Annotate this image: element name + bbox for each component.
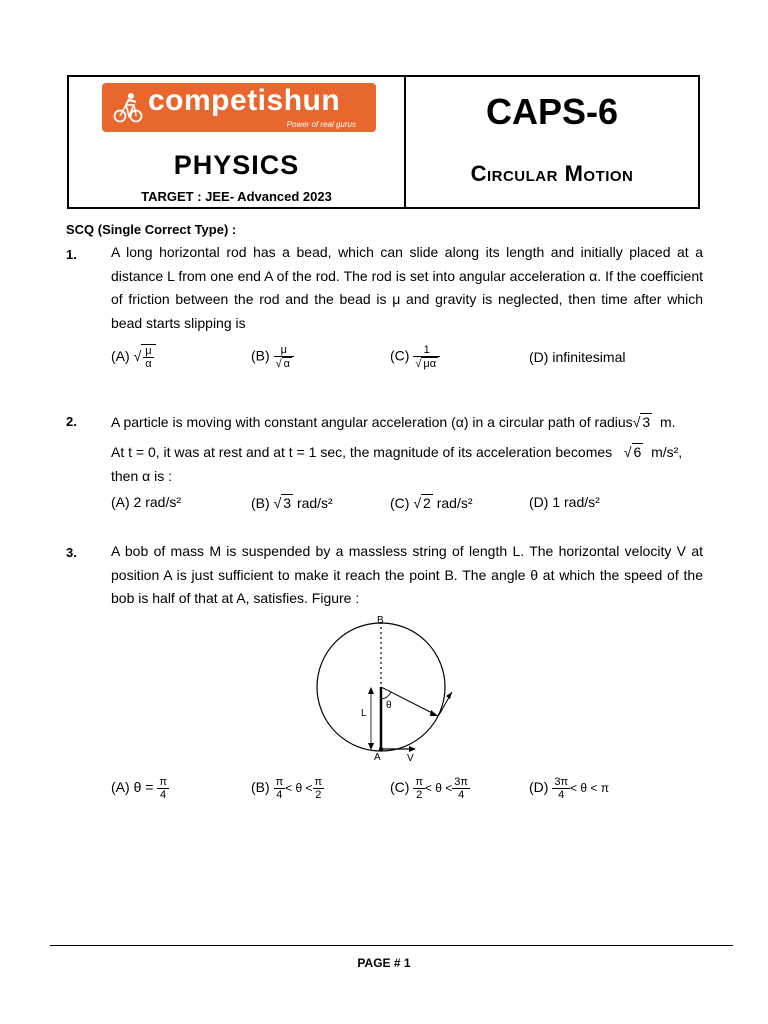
option-label: (A) <box>111 348 130 365</box>
radicand: 3 <box>283 495 292 511</box>
option-a: (A) 2 rad/s² <box>111 494 182 510</box>
sqrt-icon: √ <box>415 358 422 370</box>
velocity-label: V <box>407 753 414 764</box>
option-b <box>251 776 324 801</box>
option-d <box>529 776 609 801</box>
cyclist-logo-icon <box>112 91 144 125</box>
fraction-denominator: μα <box>423 358 437 370</box>
fraction-numerator: π <box>314 776 323 788</box>
option-label: (C) <box>390 495 410 511</box>
option-c <box>390 776 470 801</box>
option-c <box>390 344 440 370</box>
question-text: A bob of mass M is suspended by a massless string of length L. The horizontal velocity V at position A is just sufficient to make it reach the point B. The angle θ at which the speed of the bob is half of that at A, satisfies. Figure : <box>111 543 703 606</box>
sqrt-icon: √ <box>632 414 641 430</box>
question-number: 1. <box>66 247 77 262</box>
topic-title: Circular Motion <box>470 161 634 186</box>
target-text: TARGET : JEE- Advanced 2023 <box>141 189 332 204</box>
option-a <box>111 344 156 370</box>
sqrt-icon: √ <box>413 495 422 511</box>
fraction-denominator: 4 <box>558 789 565 801</box>
fraction-numerator: π <box>275 776 284 788</box>
sqrt-icon: √ <box>275 358 282 370</box>
sqrt-icon: √ <box>623 444 632 460</box>
radicand: 3 <box>642 414 651 430</box>
competishun-logo <box>102 83 376 132</box>
sqrt-icon: √ <box>133 348 142 365</box>
fraction-denominator: α <box>283 358 290 370</box>
theta-arc <box>381 692 391 699</box>
logo-tagline: Power of real gurus <box>286 120 356 129</box>
option-label: (C) <box>390 779 410 796</box>
question-text: A long horizontal rod has a bead, which can slide along its length and initially placed at a distance L from one end A of the rod. The rod is set into angular acceleration α. If the coefficient of friction between the rod and the bead is μ and gravity is neglected, then time after which bead starts slipping is <box>111 244 703 331</box>
fraction-numerator: π <box>159 776 167 788</box>
pendulum-figure <box>310 612 460 764</box>
point-b-label: B <box>377 615 384 626</box>
unit-text: m/s², <box>651 444 683 460</box>
option-label: (C) <box>390 347 410 364</box>
subject-title: PHYSICS <box>173 150 300 180</box>
question-line: then α is : <box>111 468 173 484</box>
radicand: 2 <box>423 495 431 511</box>
unit-text: m. <box>659 414 676 430</box>
question-number: 2. <box>66 414 77 429</box>
header-box <box>67 75 700 209</box>
question-text: At t = 0, it was at rest and at t = 1 sec, the magnitude of its acceleration becomes <box>111 444 613 460</box>
question-line <box>111 443 682 460</box>
option-text: < θ < <box>285 781 313 796</box>
point-a-label: A <box>374 752 381 763</box>
option-b <box>251 344 294 370</box>
page-number: PAGE # 1 <box>357 956 411 970</box>
arrow-icon <box>368 687 374 694</box>
fraction-denominator: 4 <box>160 789 167 801</box>
fraction-numerator: 3π <box>554 776 569 788</box>
radicand: 6 <box>633 444 642 460</box>
option-label: (B) <box>251 779 270 796</box>
option-text: < θ < π <box>570 781 610 796</box>
fraction-numerator: μ <box>274 344 294 357</box>
footer-divider <box>50 945 733 946</box>
fraction-denominator: 2 <box>315 789 322 801</box>
sqrt-icon: √ <box>273 495 282 511</box>
bob <box>379 747 383 751</box>
option-c <box>390 494 473 511</box>
fraction-denominator: α <box>145 358 152 370</box>
option-label: (D) <box>529 349 549 365</box>
arrow-icon <box>368 743 374 750</box>
unit-text: rad/s² <box>296 495 333 511</box>
option-d: (D) 1 rad/s² <box>529 494 600 510</box>
option-b <box>251 494 333 511</box>
option-label: (A) <box>111 779 130 796</box>
question-text: A particle is moving with constant angular acceleration (α) in a circular path of radius <box>111 414 633 430</box>
fraction-denominator: 4 <box>458 789 465 801</box>
paper-code: CAPS-6 <box>485 91 619 132</box>
fraction-numerator: π <box>415 776 423 788</box>
question-line <box>111 413 676 430</box>
fraction-numerator: 3π <box>454 776 468 788</box>
unit-text: rad/s² <box>436 495 473 511</box>
fraction-numerator: μ <box>143 345 153 358</box>
section-title: SCQ (Single Correct Type) : <box>66 222 237 237</box>
option-d <box>529 349 625 365</box>
option-label: (B) <box>251 495 270 511</box>
arrow-icon <box>409 746 416 752</box>
arrow-icon <box>446 692 452 699</box>
option-label: (D) <box>529 779 549 796</box>
arrow-icon <box>430 710 438 716</box>
option-text: infinitesimal <box>552 349 626 365</box>
question-number: 3. <box>66 545 77 560</box>
fraction-numerator: 1 <box>413 344 440 357</box>
length-label: L <box>361 708 367 719</box>
theta-label: θ <box>386 700 392 711</box>
logo-text: competishun <box>148 84 341 117</box>
option-text: θ = <box>133 779 154 796</box>
option-label: (B) <box>251 347 270 364</box>
fraction-denominator: 4 <box>276 789 283 801</box>
fraction-denominator: 2 <box>416 789 423 801</box>
option-a <box>111 776 169 801</box>
option-text: < θ < <box>424 781 453 796</box>
